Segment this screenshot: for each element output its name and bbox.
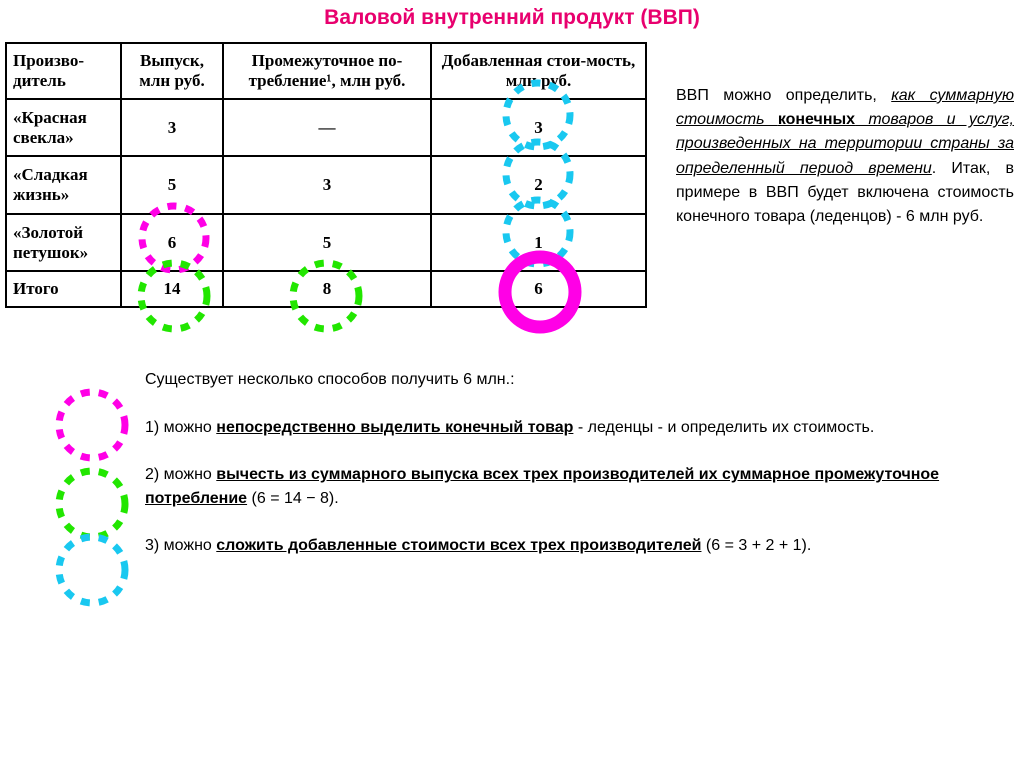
definition-text: [676, 84, 1014, 229]
cell: 3: [223, 156, 431, 214]
cell: 2: [431, 156, 646, 214]
table-row: [6, 156, 646, 214]
cell: —: [223, 99, 431, 156]
blue-dashed-circle: [59, 537, 125, 603]
header-cell: Промежуточное по-требление¹, млн руб.: [223, 43, 431, 99]
cell: «Золотой петушок»: [6, 214, 121, 271]
green-dashed-circle: [59, 471, 125, 537]
cell: 3: [431, 99, 646, 156]
header-cell: Добавленная стои-мость, млн руб.: [431, 43, 646, 99]
cell: 1: [431, 214, 646, 271]
intro: Существует несколько способов получить 6 млн.:: [145, 371, 515, 388]
cell: 6: [121, 214, 223, 271]
cell: 14: [121, 271, 223, 307]
gdp-table: [5, 42, 647, 308]
header-cell: Выпуск, млн руб.: [121, 43, 223, 99]
method-3: 3) можно сложить добавленные стоимости всех трех производителей (6 = 3 + 2 + 1).: [145, 537, 812, 554]
cell: 6: [431, 271, 646, 307]
cell: «Сладкая жизнь»: [6, 156, 121, 214]
methods-text: [145, 368, 975, 582]
cell: 3: [121, 99, 223, 156]
table-total-row: [6, 271, 646, 307]
cell: 5: [121, 156, 223, 214]
table-header-row: [6, 43, 646, 99]
page-title: Валовой внутренний продукт (ВВП): [324, 6, 700, 29]
cell: 5: [223, 214, 431, 271]
table-row: [6, 99, 646, 156]
cell: «Красная свекла»: [6, 99, 121, 156]
cell: Итого: [6, 271, 121, 307]
text: . Итак, в примере в ВВП будет включена стоимость конечного товара (леденцов) - 6 млн руб.: [676, 159, 1015, 226]
method-1: 1) можно непосредственно выделить конечный товар - леденцы - и определить их стоимость.: [145, 418, 875, 436]
table-row: [6, 214, 646, 271]
header-cell: Произво-дитель: [6, 43, 121, 99]
text: как суммарную стоимость конечных товаров и услуг, произведенных на территории страны за определенный период времени: [676, 87, 1014, 177]
method-2: 2) можно вычесть из суммарного выпуска всех трех производителей их суммарное промежуточное потребление (6 = 14 − 8).: [145, 466, 940, 507]
magenta-dashed-circle: [59, 392, 125, 458]
cell: 8: [223, 271, 431, 307]
text: ВВП можно определить,: [676, 87, 892, 104]
